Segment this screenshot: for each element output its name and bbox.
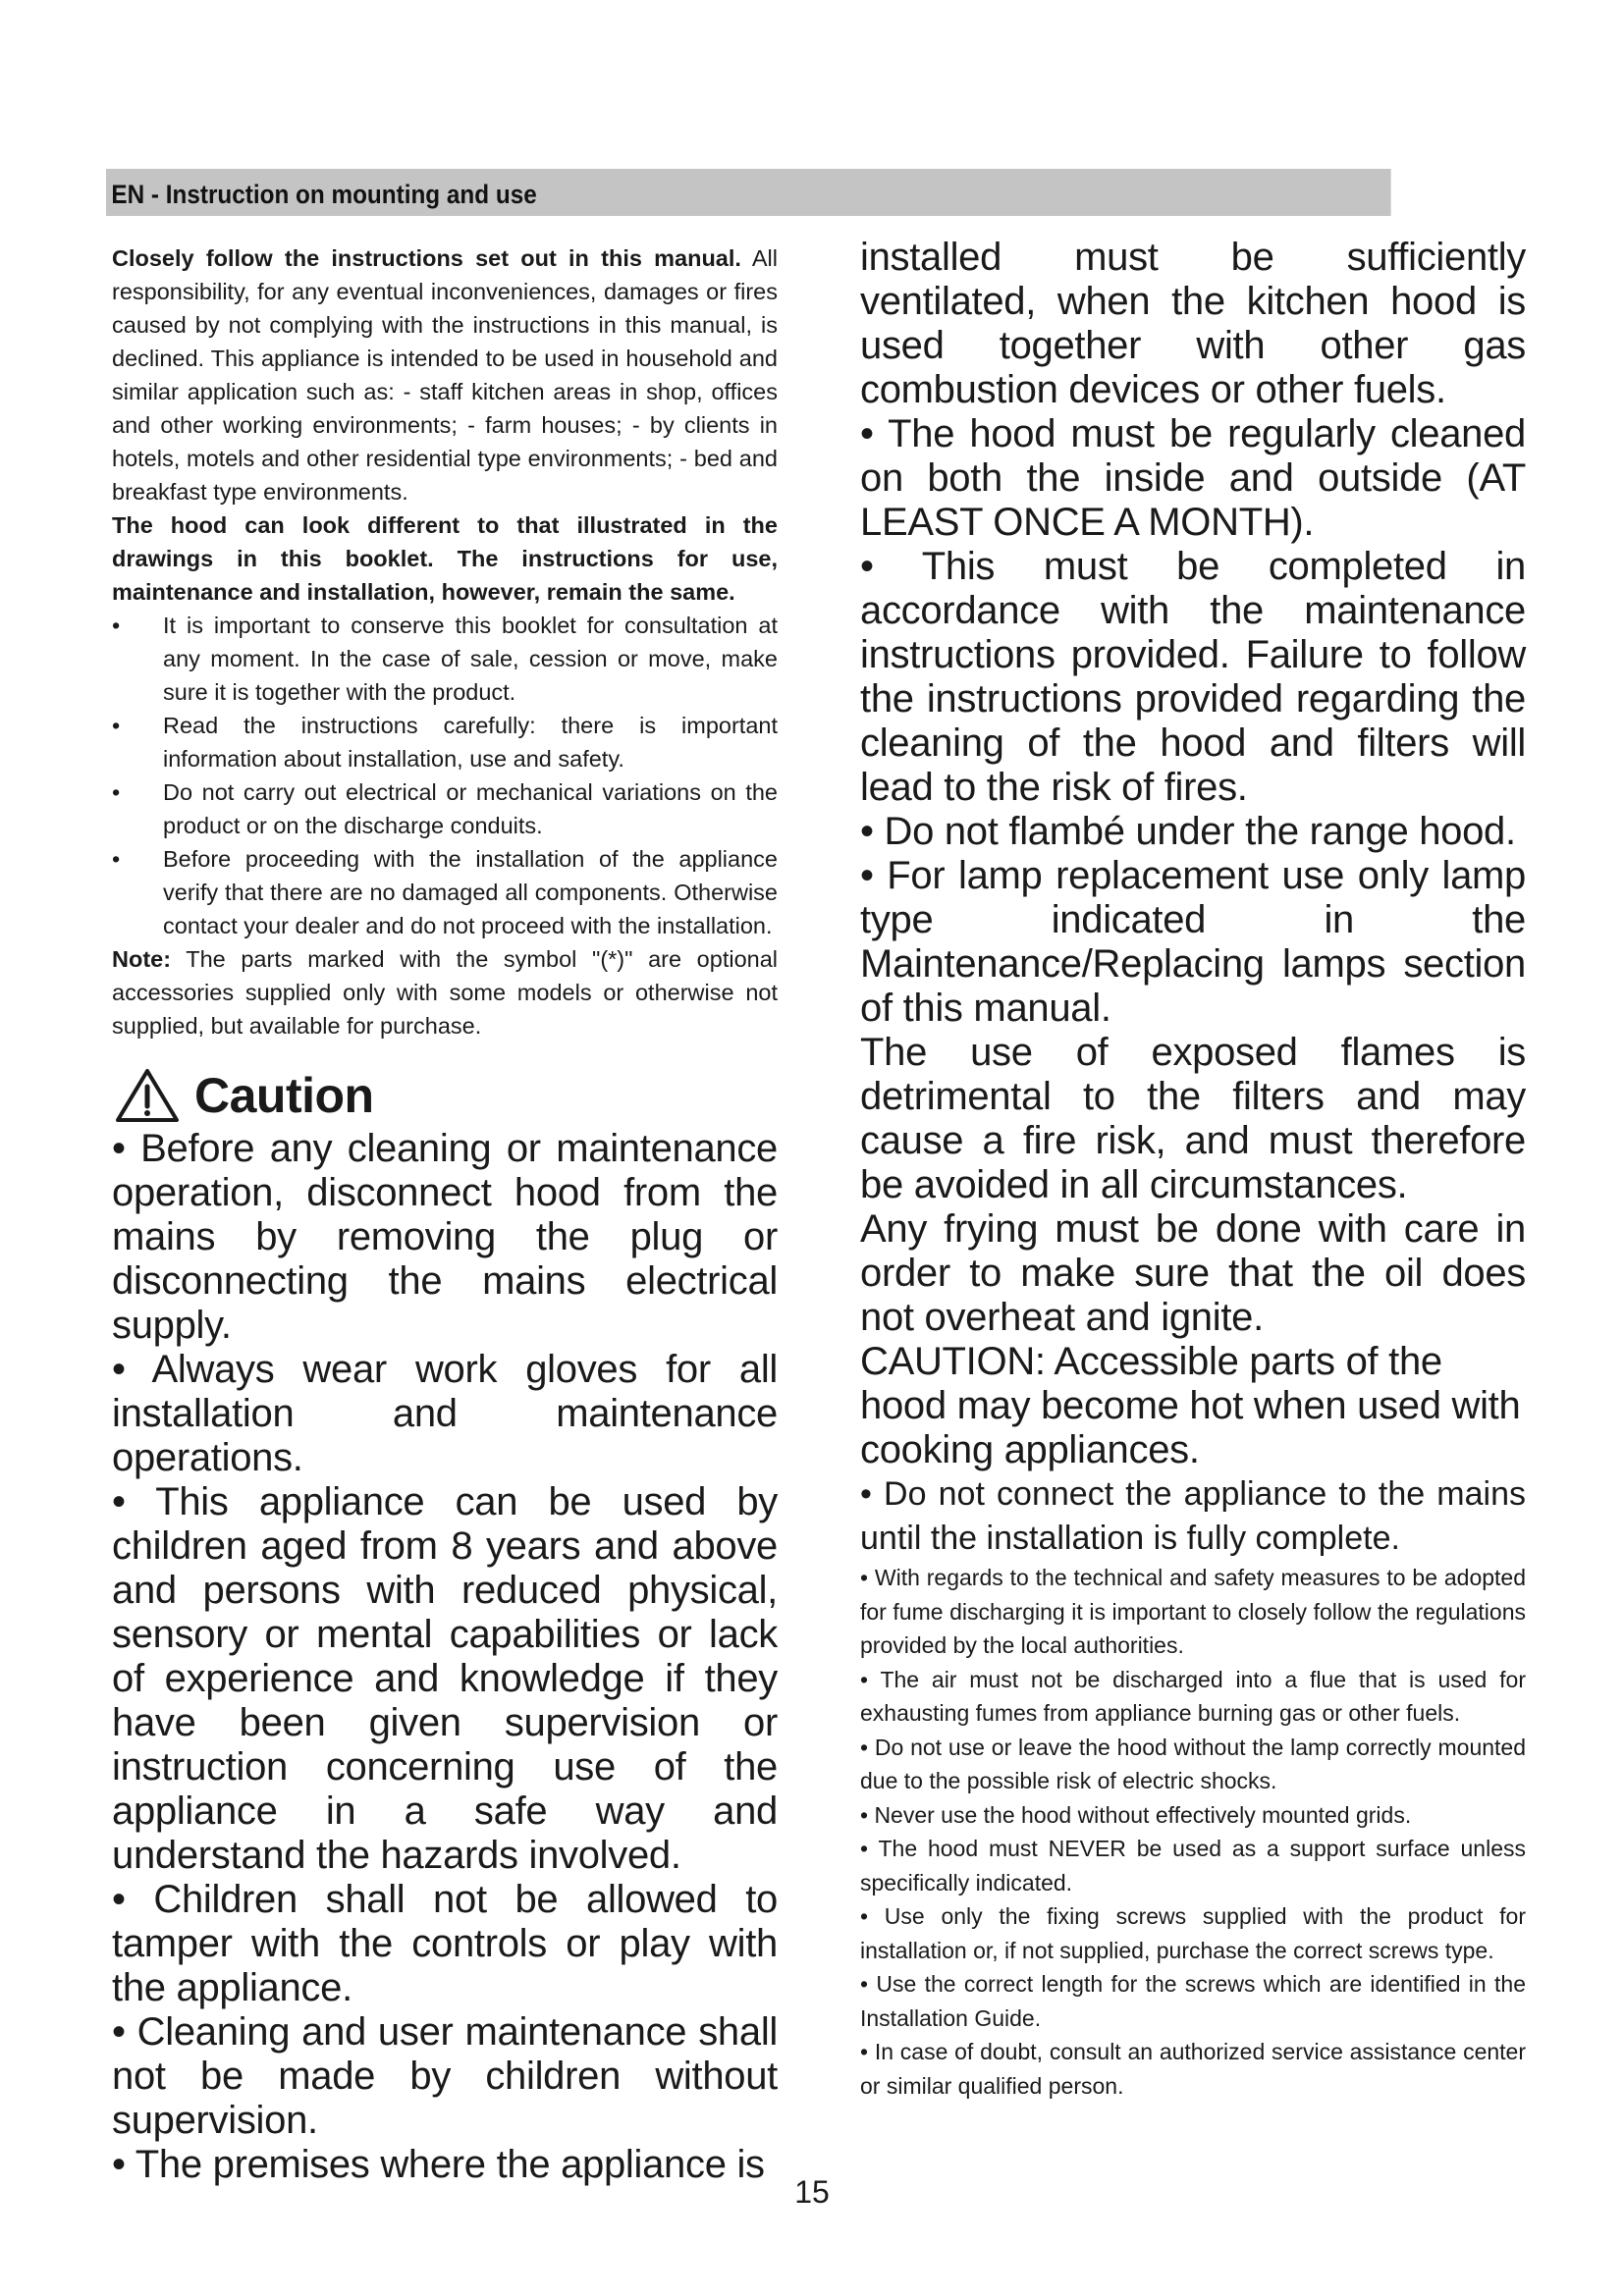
safety-item: Any frying must be done with care in order to make sure that the oil does not overheat and ignite. (860, 1207, 1526, 1339)
caution-item: • Before any cleaning or maintenance operation, disconnect hood from the mains by removing the plug or disconnecting the mains electrical supply. (112, 1127, 778, 1347)
safety-item: • For lamp replacement use only lamp type indicated in the Maintenance/Replacing lamps section of this manual. (860, 854, 1526, 1030)
technical-item: • With regards to the technical and safety measures to be adopted for fume discharging it is important to closely follow the regulations provided by the local authorities. (860, 1565, 1526, 1658)
caution-item: • Cleaning and user maintenance shall not be made by children without supervision. (112, 2010, 778, 2142)
caution-heading (112, 1064, 778, 1127)
note-label: Note: (112, 946, 172, 972)
bullet-icon: • (112, 613, 121, 638)
technical-item: • Use only the fixing screws supplied with the product for installation or, if not supplied, purchase the correct screws type. (860, 1903, 1526, 1963)
intro-lead: Closely follow the instructions set out in this manual. (112, 245, 741, 271)
safety-item: • This must be completed in accordance with the maintenance instructions provided. Failure to follow the instructions provided regarding the cleaning of the hood and filters will lead to the risk of fires. (860, 545, 1526, 809)
caution-item: • The premises where the appliance is (112, 2143, 765, 2186)
technical-item: • Do not use or leave the hood without the lamp correctly mounted due to the possible risk of electric shocks. (860, 1734, 1526, 1793)
note-paragraph (112, 942, 778, 1042)
caution-title: Caution (194, 1068, 374, 1123)
safety-item: • Do not connect the appliance to the mains until the installation is fully complete. (860, 1475, 1526, 1557)
safety-item: installed must be sufficiently ventilated, when the kitchen hood is used together with other gas combustion devices or other fuels. (860, 236, 1526, 411)
right-column (860, 236, 1526, 2103)
intro-block (112, 241, 778, 1042)
technical-item: • The hood must NEVER be used as a support surface unless specifically indicated. (860, 1836, 1526, 1896)
caution-list (112, 1127, 778, 2187)
bullet-icon: • (112, 846, 121, 872)
caution-item: • Children shall not be allowed to tamper with the controls or play with the appliance. (112, 1878, 778, 2009)
technical-item: • Use the correct length for the screws which are identified in the Installation Guide. (860, 1971, 1526, 2031)
warning-triangle-icon (114, 1067, 181, 1124)
safety-item: • Do not flambé under the range hood. (860, 810, 1516, 853)
technical-item: • Never use the hood without effectively mounted grids. (860, 1801, 1412, 1828)
safety-item: CAUTION: Accessible parts of the hood may become hot when used with cooking appliances. (860, 1340, 1521, 1471)
caution-item: • This appliance can be used by children aged from 8 years and above and persons with reduced physical, sensory or mental capabilities or lack of experience and knowledge if they have been given supervision or instruction concerning use of the appliance in a safe way and understand the hazards involved. (112, 1480, 778, 1877)
general-bullet-list (112, 609, 778, 942)
page-number: 15 (794, 2174, 830, 2210)
bullet-icon: • (112, 713, 121, 738)
note-text: The parts marked with the symbol "(*)" are optional accessories supplied only with some models or otherwise not supplied, but available for purchase. (112, 946, 778, 1039)
safety-item: The use of exposed flames is detrimental to the filters and may cause a fire risk, and must therefore be avoided in all circumstances. (860, 1031, 1526, 1206)
technical-item: • The air must not be discharged into a flue that is used for exhausting fumes from appliance burning gas or other fuels. (860, 1666, 1526, 1726)
intro-paragraph (112, 241, 778, 508)
list-item: • Before proceeding with the installation of the appliance verify that there are no damaged all components. Otherwise contact your dealer and do not proceed with the installation. (112, 842, 778, 942)
safety-list (860, 236, 1526, 1472)
list-item: • Do not carry out electrical or mechanical variations on the product or on the discharge conduits. (112, 775, 778, 842)
list-item: • Read the instructions carefully: there is important information about installation, use and safety. (112, 709, 778, 775)
caution-item: • Always wear work gloves for all installation and maintenance operations. (112, 1348, 778, 1479)
intro-rest: All responsibility, for any eventual inconveniences, damages or fires caused by not complying with the instructions in this manual, is declined. This appliance is intended to be used in household and similar application such as: - staff kitchen areas in shop, offices and other working environments; - farm houses; - by clients in hotels, motels and other residential type environments; - bed and breakfast type environments. (112, 245, 778, 505)
bullet-icon: • (112, 779, 121, 805)
technical-list (860, 1561, 1526, 2103)
section-header: EN - Instruction on mounting and use (106, 169, 1391, 216)
installation-warning (860, 1472, 1526, 1561)
drawings-note: The hood can look different to that illustrated in the drawings in this booklet. The instructions for use, maintenance and installation, however, remain the same. (112, 512, 778, 605)
technical-item: • In case of doubt, consult an authorized service assistance center or similar qualified person. (860, 2039, 1526, 2099)
safety-item: • The hood must be regularly cleaned on both the inside and outside (AT LEAST ONCE A MONTH). (860, 412, 1526, 544)
left-column (112, 241, 778, 2187)
list-item: • It is important to conserve this booklet for consultation at any moment. In the case of sale, cession or move, make sure it is together with the product. (112, 609, 778, 709)
